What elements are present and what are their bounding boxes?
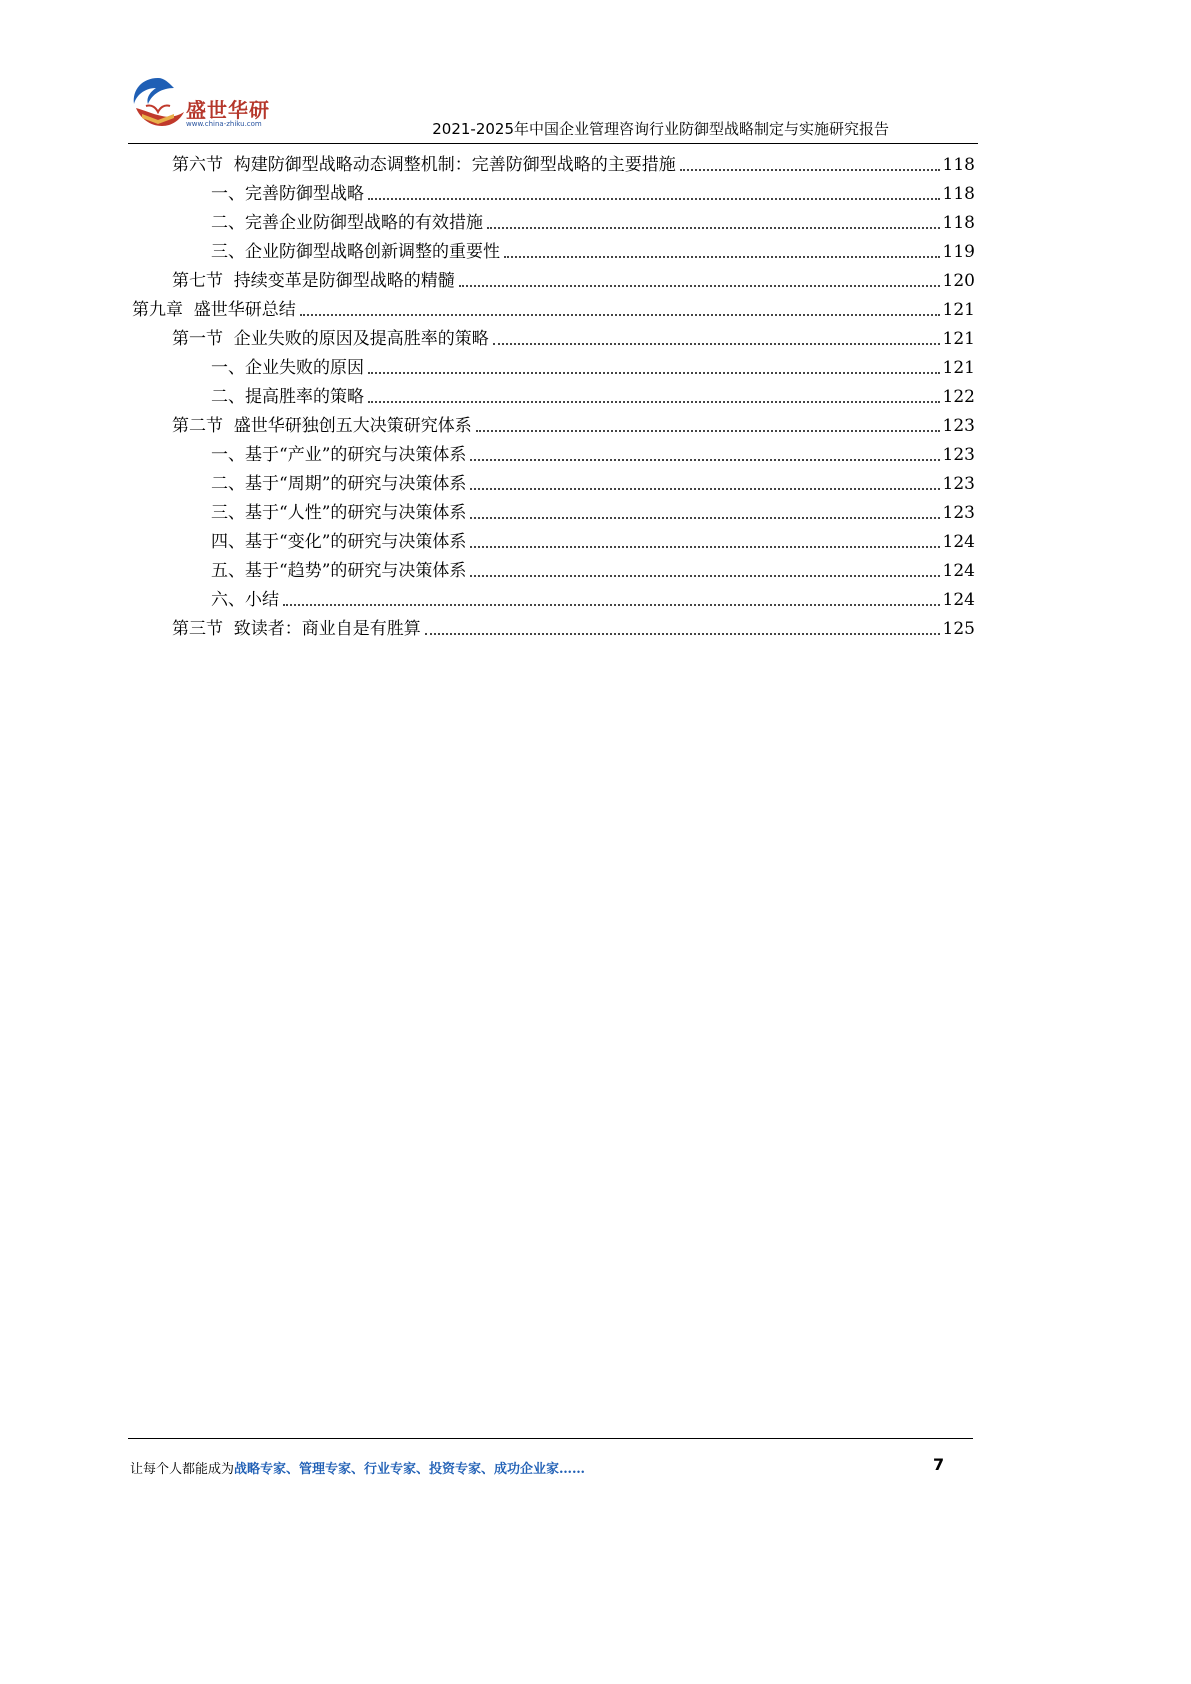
toc-entry-page: 120 (942, 271, 975, 291)
header-divider (128, 143, 978, 144)
toc-dot-leader (487, 227, 940, 229)
toc-entry-label: 三、企业防御型战略创新调整的重要性 (211, 242, 500, 262)
toc-entry-label: 第一节 企业失败的原因及提高胜率的策略 (172, 329, 489, 349)
toc-dot-leader (470, 546, 939, 548)
toc-entry-label: 第三节 致读者：商业自是有胜算 (172, 619, 421, 639)
toc-entry[interactable] (132, 293, 975, 322)
toc-entry-label: 第二节 盛世华研独创五大决策研究体系 (172, 416, 472, 436)
logo-name: 盛世华研 (186, 98, 270, 122)
toc-entry[interactable] (172, 322, 975, 351)
toc-entry-label: 五、基于“趋势”的研究与决策体系 (211, 561, 467, 581)
toc-dot-leader (470, 488, 939, 490)
toc-entry-page: 123 (942, 416, 975, 436)
toc-entry-label: 第七节 持续变革是防御型战略的精髓 (172, 271, 455, 291)
toc-entry-page: 119 (942, 242, 975, 262)
logo-url: www.china-zhiku.com (186, 120, 262, 128)
toc-dot-leader (493, 343, 940, 345)
toc-entry-page: 123 (942, 445, 975, 465)
toc-entry[interactable] (172, 264, 975, 293)
toc-dot-leader (459, 285, 940, 287)
page-header (0, 0, 1100, 150)
toc-entry[interactable] (211, 380, 975, 409)
toc-entry-page: 124 (942, 590, 975, 610)
toc-entry-page: 118 (942, 155, 975, 175)
toc-entry-page: 123 (942, 474, 975, 494)
toc-dot-leader (680, 169, 940, 171)
toc-entry-label: 第九章 盛世华研总结 (132, 300, 296, 320)
toc-entry[interactable] (211, 554, 975, 583)
toc-dot-leader (368, 401, 940, 403)
toc-entry-page: 121 (942, 358, 975, 378)
toc-entry-page: 124 (942, 561, 975, 581)
toc-dot-leader (300, 314, 940, 316)
toc-dot-leader (504, 256, 940, 258)
toc-entry-page: 118 (942, 184, 975, 204)
toc-entry[interactable] (172, 409, 975, 438)
toc-entry-label: 三、基于“人性”的研究与决策体系 (211, 503, 467, 523)
toc-entry[interactable] (172, 612, 975, 641)
toc-dot-leader (368, 372, 940, 374)
toc-entry-page: 125 (942, 619, 975, 639)
toc-entry[interactable] (211, 351, 975, 380)
toc-entry[interactable] (211, 235, 975, 264)
toc-entry-label: 六、小结 (211, 590, 279, 610)
toc-entry-label: 一、企业失败的原因 (211, 358, 364, 378)
toc-dot-leader (476, 430, 940, 432)
toc-entry-label: 四、基于“变化”的研究与决策体系 (211, 532, 467, 552)
footer-slogan-highlight: 战略专家、管理专家、行业专家、投资专家、成功企业家…… (234, 1462, 586, 1477)
company-logo (128, 74, 288, 136)
toc-entry[interactable] (211, 525, 975, 554)
toc-entry[interactable] (211, 206, 975, 235)
toc-entry-label: 第六节 构建防御型战略动态调整机制：完善防御型战略的主要措施 (172, 155, 676, 175)
toc-dot-leader (470, 459, 939, 461)
toc-dot-leader (368, 198, 940, 200)
toc-dot-leader (470, 575, 939, 577)
toc-entry-page: 121 (942, 300, 975, 320)
toc-entry-label: 二、完善企业防御型战略的有效措施 (211, 213, 483, 233)
report-title: 2021-2025年中国企业管理咨询行业防御型战略制定与实施研究报告 (432, 120, 889, 138)
logo-emblem-icon (128, 74, 188, 136)
page-number: 7 (933, 1455, 945, 1474)
toc-entry-label: 二、基于“周期”的研究与决策体系 (211, 474, 467, 494)
toc-entry-page: 121 (942, 329, 975, 349)
toc-entry[interactable] (211, 438, 975, 467)
footer-slogan (130, 1458, 585, 1477)
toc-entry-label: 一、基于“产业”的研究与决策体系 (211, 445, 467, 465)
toc-entry-page: 123 (942, 503, 975, 523)
toc-entry[interactable] (211, 467, 975, 496)
toc-entry-page: 124 (942, 532, 975, 552)
toc-entry[interactable] (211, 177, 975, 206)
toc-dot-leader (425, 633, 940, 635)
toc-entry-label: 二、提高胜率的策略 (211, 387, 364, 407)
footer-slogan-prefix: 让每个人都能成为 (130, 1462, 235, 1477)
toc-entry-label: 一、完善防御型战略 (211, 184, 364, 204)
toc-dot-leader (283, 604, 940, 606)
toc-entry[interactable] (172, 148, 975, 177)
footer-divider (128, 1438, 973, 1439)
toc-entry-page: 118 (942, 213, 975, 233)
toc-entry-page: 122 (942, 387, 975, 407)
toc-dot-leader (470, 517, 939, 519)
toc-entry[interactable] (211, 496, 975, 525)
toc-entry[interactable] (211, 583, 975, 612)
